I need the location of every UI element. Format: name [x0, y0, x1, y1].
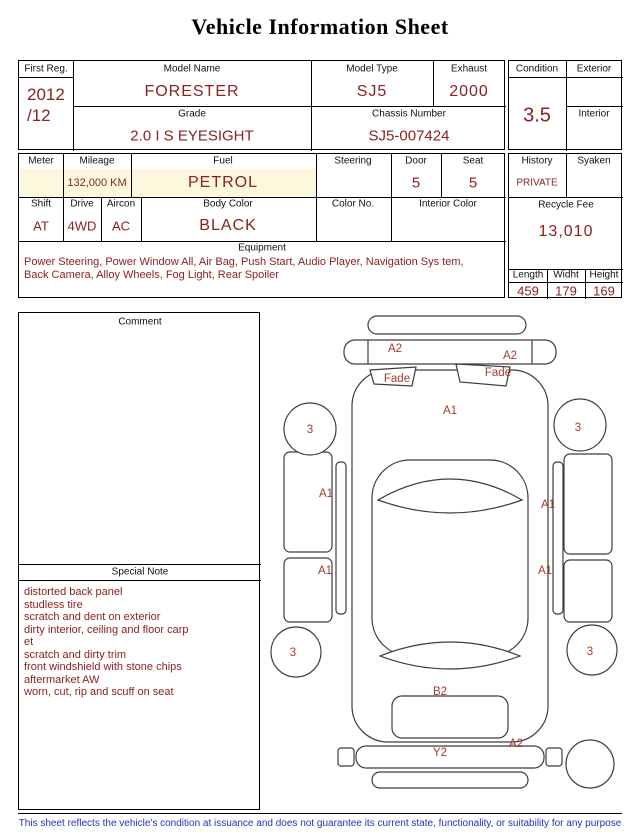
damage-mark: B2: [432, 686, 448, 698]
chassis-number-value: SJ5-007424: [368, 127, 450, 145]
divider-line: [585, 269, 586, 299]
equipment-value: Power Steering, Power Window All, Air Bag, Push Start, Audio Player, Navigation Sys tem, Back Camera, Alloy Wheels, Fog Light, Rear Spoiler: [24, 256, 464, 281]
comment-panel: [18, 312, 260, 810]
divider-line: [63, 154, 64, 197]
spare-tire: [566, 740, 614, 788]
special-note-line: distorted back panel: [24, 586, 123, 598]
history-value: PRIVATE: [516, 177, 558, 189]
car-outline-svg: [268, 312, 632, 804]
first-reg-value: 2012 /12: [27, 85, 65, 126]
height-label: Height: [589, 269, 619, 281]
seat-label: Seat: [462, 155, 484, 167]
body-color-value: BLACK: [199, 217, 257, 234]
shift-value: AT: [33, 218, 49, 234]
divider-line: [391, 197, 392, 241]
damage-mark: A1: [442, 405, 458, 417]
rear-corner-left: [338, 748, 354, 766]
damage-mark: A1: [540, 499, 556, 511]
car-diagram: [268, 312, 632, 804]
exhaust-value: 2000: [449, 83, 489, 100]
damage-mark: 3: [574, 422, 582, 434]
front-bumper: [344, 340, 556, 364]
damage-mark: Fade: [383, 373, 411, 385]
aircon-label: Aircon: [106, 198, 136, 210]
divider-line: [316, 154, 317, 197]
history-label: History: [521, 155, 553, 167]
drive-label: Drive: [70, 198, 94, 210]
condition-label: Condition: [515, 63, 559, 75]
special-note-line: scratch and dent on exterior: [24, 611, 161, 623]
length-label: Length: [512, 269, 544, 281]
color-no-label: Color No.: [331, 198, 375, 210]
exhaust-label: Exhaust: [450, 63, 488, 75]
damage-mark: A1: [318, 488, 334, 500]
interior-label: Interior: [578, 108, 610, 120]
special-note-line: dirty interior, ceiling and floor carp: [24, 623, 189, 636]
rear-corner-right: [546, 748, 562, 766]
equipment-label: Equipment: [238, 242, 286, 254]
special-note-line: front windshield with stone chips: [24, 661, 182, 673]
damage-mark: Y2: [432, 747, 448, 759]
grade-label: Grade: [178, 108, 206, 120]
damage-mark: Fade: [484, 367, 512, 379]
divider-line: [19, 580, 261, 581]
width-value: 179: [555, 283, 577, 299]
divider-line: [316, 197, 317, 241]
front-bumper-top: [368, 316, 526, 334]
special-note-label: Special Note: [111, 566, 169, 578]
divider-line: [566, 154, 567, 197]
divider-line: [509, 197, 623, 198]
door-value: 5: [411, 174, 421, 192]
damage-mark: 3: [289, 647, 297, 659]
condition-value: 3.5: [523, 104, 551, 127]
damage-mark: 3: [306, 424, 314, 436]
tailgate: [392, 696, 508, 738]
special-note-line: aftermarket AW: [24, 673, 100, 686]
damage-mark: A1: [317, 565, 333, 577]
recycle-fee-label: Recycle Fee: [538, 199, 594, 211]
left-front-door-panel: [284, 452, 332, 552]
width-label: Widht: [553, 269, 579, 281]
right-rear-door-panel: [564, 560, 612, 622]
page-title: Vehicle Information Sheet: [191, 14, 449, 39]
rear-bumper-lower: [372, 772, 528, 788]
model-type-value: SJ5: [356, 83, 388, 100]
meter-label: Meter: [28, 155, 54, 167]
divider-line: [141, 197, 142, 241]
divider-line: [63, 197, 64, 241]
aircon-value: AC: [111, 218, 131, 234]
damage-mark: 3: [586, 646, 594, 658]
first-reg-label: First Reg.: [24, 63, 68, 75]
comment-label: Comment: [118, 316, 162, 328]
special-note-line: et: [24, 636, 34, 648]
history-table: [508, 153, 622, 298]
divider-line: [131, 154, 132, 197]
special-note-line: studless tire: [24, 598, 83, 611]
mileage-value: 132,000 KM: [67, 177, 127, 189]
special-note-line: worn, cut, rip and scuff on seat: [24, 686, 174, 698]
divider-line: [73, 106, 506, 107]
mileage-label: Mileage: [79, 155, 115, 167]
fuel-label: Fuel: [213, 155, 233, 167]
divider-line: [509, 77, 623, 78]
chassis-number-label: Chassis Number: [372, 108, 446, 120]
mileage-row-highlight: [20, 169, 316, 197]
special-note-line: scratch and dirty trim: [24, 648, 127, 661]
syaken-label: Syaken: [577, 155, 611, 167]
model-type-label: Model Type: [346, 63, 398, 75]
recycle-fee-value: 13,010: [538, 223, 594, 240]
condition-table: [508, 60, 622, 150]
detail-table: [18, 153, 505, 298]
drive-value: 4WD: [67, 218, 97, 234]
right-front-door-panel: [564, 454, 612, 554]
disclaimer-text: This sheet reflects the vehicle's condition at issuance and does not guarantee its current state, functionality, or suitability for any purpose: [18, 813, 622, 829]
header-table: [18, 60, 505, 150]
damage-mark: A2: [387, 343, 403, 355]
divider-line: [433, 61, 434, 106]
divider-line: [547, 269, 548, 299]
left-rocker: [336, 462, 346, 614]
length-value: 459: [517, 283, 539, 299]
divider-line: [566, 106, 623, 107]
steering-label: Steering: [334, 155, 372, 167]
damage-mark: A2: [502, 350, 518, 362]
height-value: 169: [593, 283, 615, 299]
divider-line: [101, 197, 102, 241]
model-name-value: FORESTER: [144, 83, 240, 100]
divider-line: [19, 77, 73, 78]
exterior-label: Exterior: [576, 63, 612, 75]
damage-mark: A2: [508, 738, 524, 750]
damage-mark: A1: [537, 565, 553, 577]
divider-line: [19, 564, 261, 565]
special-note-list: [24, 586, 256, 699]
door-label: Door: [405, 155, 427, 167]
body-color-label: Body Color: [203, 198, 253, 210]
interior-color-label: Interior Color: [419, 198, 477, 210]
divider-line: [441, 154, 442, 197]
shift-label: Shift: [30, 198, 52, 210]
seat-value: 5: [468, 174, 478, 192]
right-rocker: [553, 462, 563, 614]
model-name-label: Model Name: [163, 63, 221, 75]
grade-value: 2.0 I S EYESIGHT: [130, 127, 254, 145]
divider-line: [391, 154, 392, 197]
fuel-value: PETROL: [187, 174, 259, 191]
